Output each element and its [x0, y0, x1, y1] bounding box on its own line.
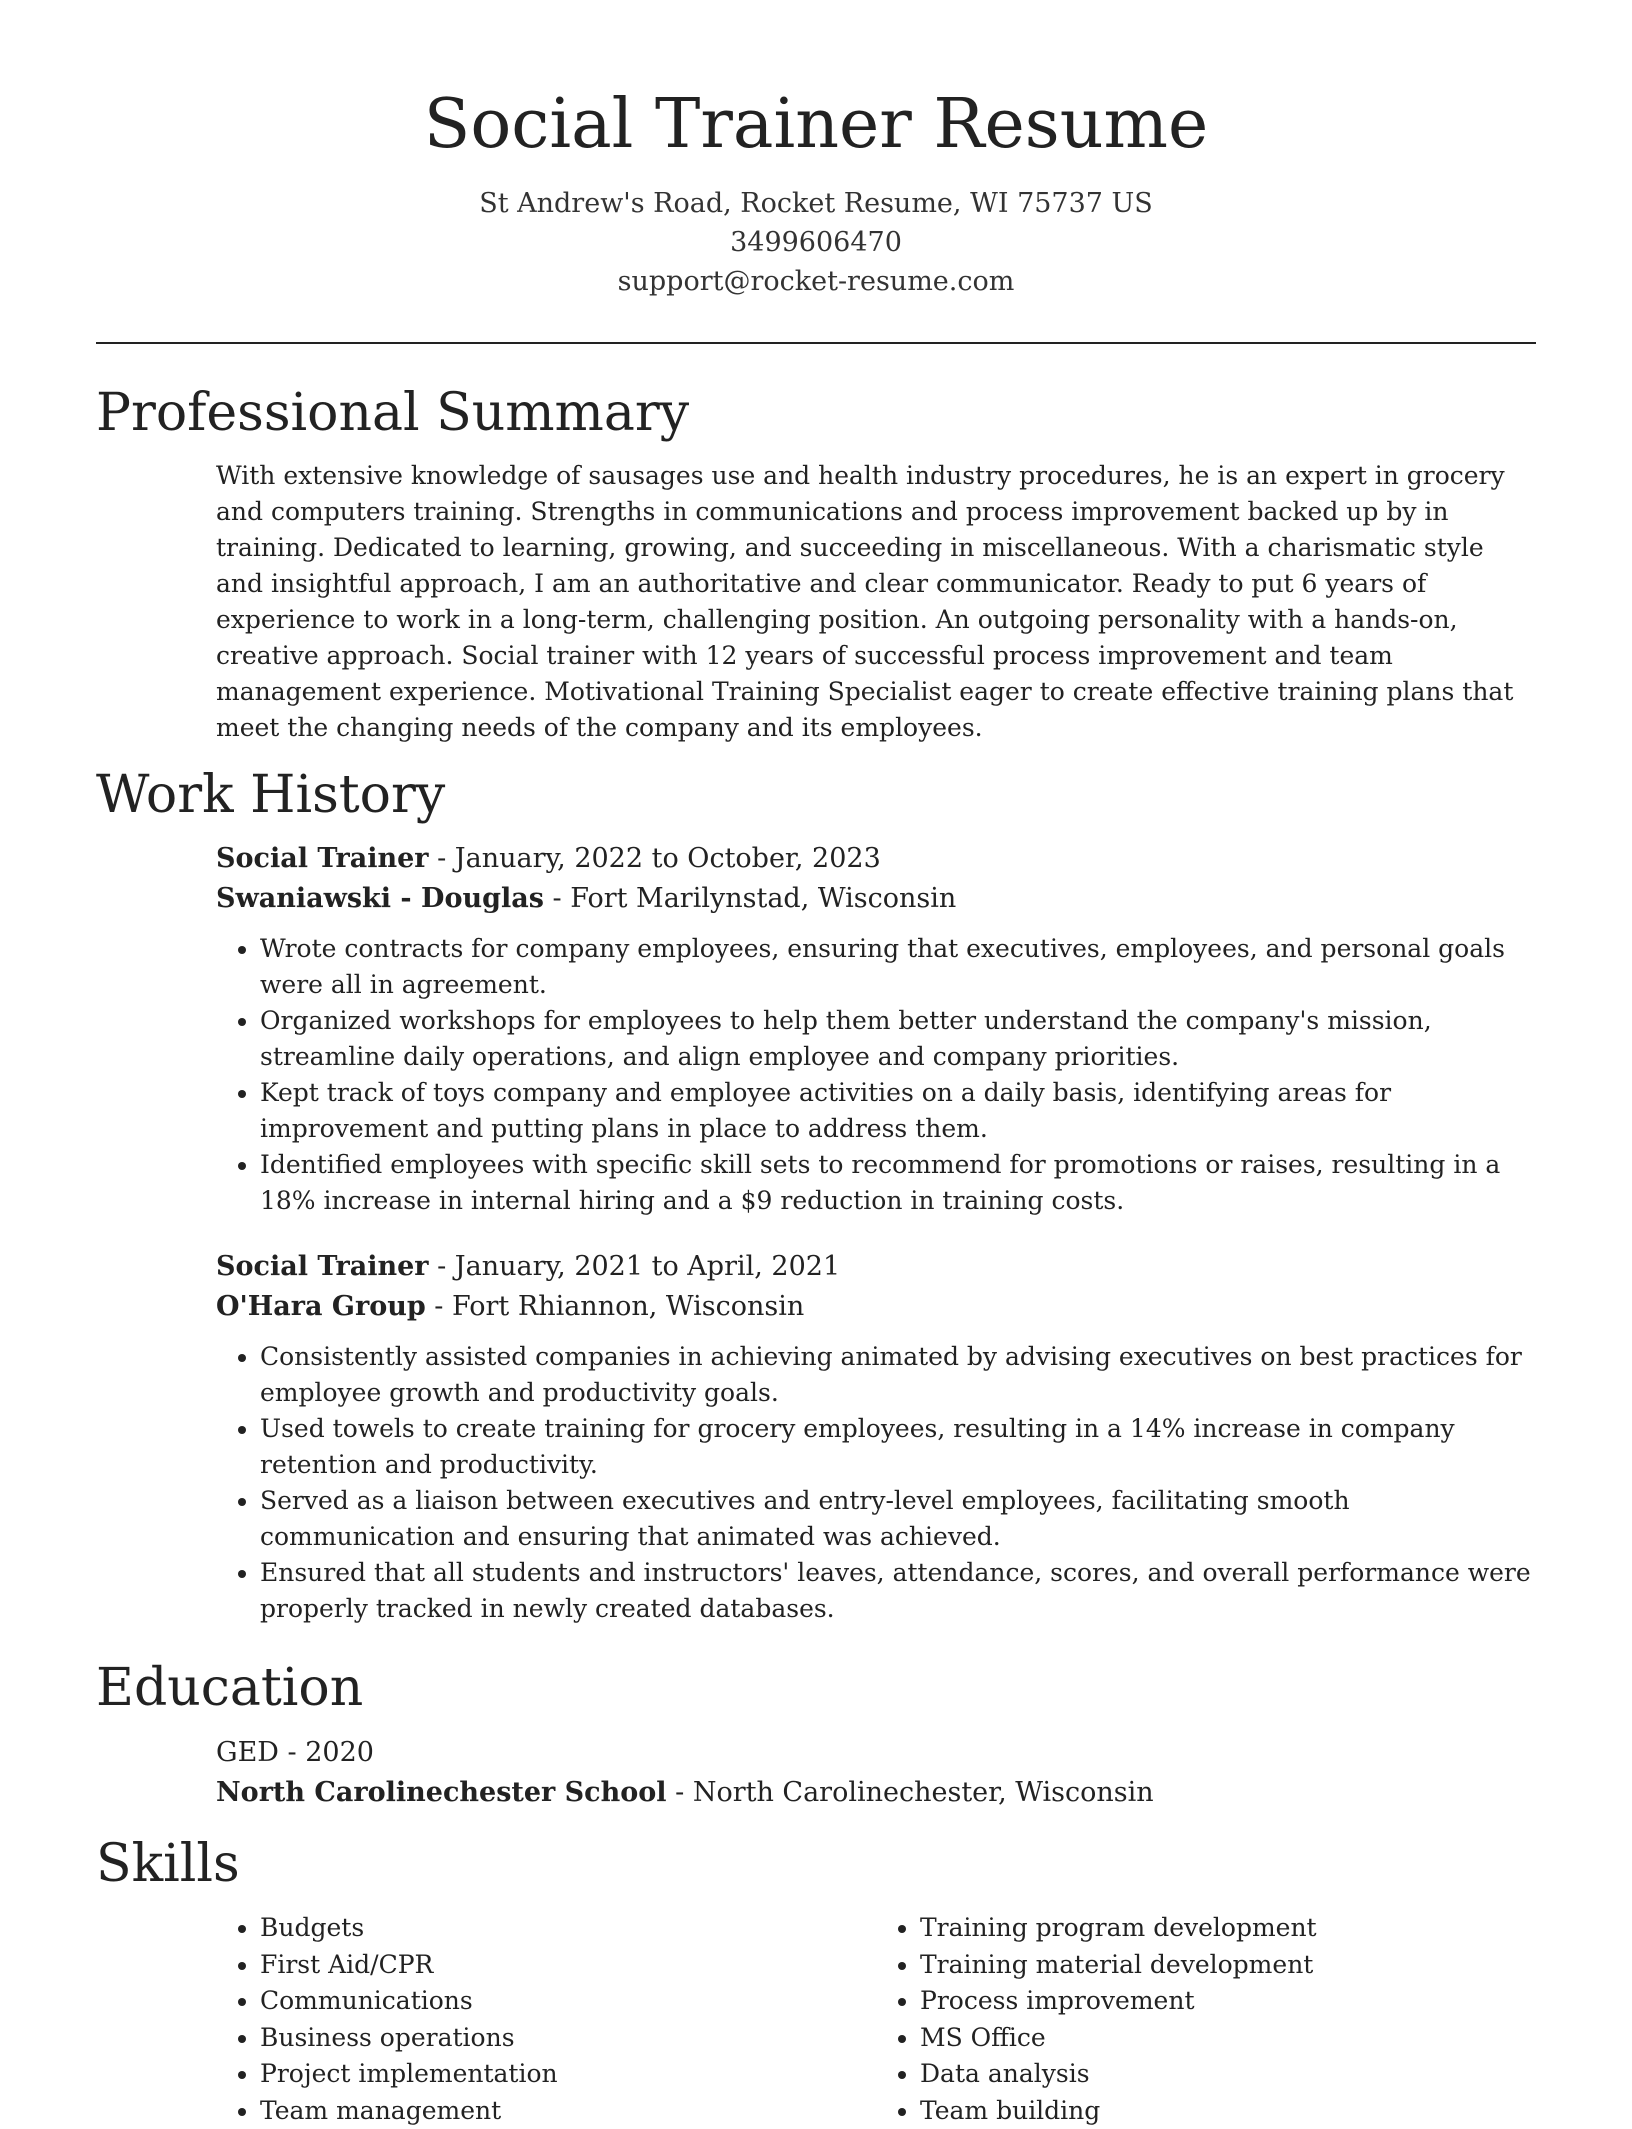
job-title: Social Trainer [216, 1251, 429, 1283]
resume-header [0, 0, 1632, 301]
job-title: Social Trainer [216, 843, 429, 875]
summary-text: With extensive knowledge of sausages use and health industry procedures, he is an expert in grocery and computers training. Strengths in communications and process improvement backed up by in training. Dedicated to learning, growing, and succeeding in miscellaneous. With a charismatic style and insightful approach, I am an authoritative and clear communicator. Ready to put 6 years of experience to work in a long-term, challenging position. An outgoing personality with a hands-on, creative approach. Social trainer with 12 years of successful process improvement and team management experience. Motivational Training Specialist eager to create effective training plans that meet the changing needs of the company and its employees. [216, 460, 1514, 742]
education-school-line [216, 1773, 1536, 1813]
job-company-line [216, 879, 1536, 919]
skills-heading: Skills [96, 1833, 240, 1894]
contact-email: support@rocket-resume.com [617, 265, 1015, 297]
resume-title: Social Trainer Resume [423, 85, 1209, 164]
job-bullet: • Consistently assisted companies in achieving animated by advising executives on best practices for employee growth and productivity goals. [260, 1339, 1536, 1411]
skill-item: • Training program development [920, 1910, 1536, 1947]
contact-address: St Andrew's Road, Rocket Resume, WI 75737 US [479, 187, 1153, 219]
skill-item: • Budgets [260, 1910, 876, 1947]
job-location: - Fort Marilynstad, Wisconsin [543, 883, 957, 915]
skill-item: • Process improvement [920, 1983, 1536, 2020]
job-dates: - January, 2021 to April, 2021 [428, 1251, 841, 1283]
job-title-line [216, 839, 1536, 879]
job-bullet: • Served as a liaison between executives and entry-level employees, facilitating smooth communication and ensuring that animated was achieved. [260, 1483, 1536, 1555]
work-history-heading: Work History [96, 764, 446, 825]
header-divider [96, 342, 1536, 344]
job-entry [216, 1247, 1536, 1627]
skill-item: • Data analysis [920, 2056, 1536, 2093]
job-title-line [216, 1247, 1536, 1287]
resume-body [96, 380, 1536, 2129]
skill-item: • MS Office [920, 2020, 1536, 2057]
job-bullet: • Wrote contracts for company employees, ensuring that executives, employees, and personal goals were all in agreement. [260, 931, 1536, 1003]
job-bullet: • Organized workshops for employees to help them better understand the company's mission, streamline daily operations, and align employee and company priorities. [260, 1003, 1536, 1075]
skills-column-right [876, 1910, 1536, 2129]
skill-item: • Communications [260, 1983, 876, 2020]
education-heading: Education [96, 1658, 364, 1719]
education-location: - North Carolinechester, Wisconsin [666, 1776, 1154, 1808]
skill-item: • Training material development [920, 1947, 1536, 1984]
job-company: O'Hara Group [216, 1291, 426, 1323]
job-company: Swaniawski - Douglas [216, 883, 544, 915]
job-dates: - January, 2022 to October, 2023 [428, 843, 881, 875]
job-company-line [216, 1287, 1536, 1327]
skill-item: • Team management [260, 2093, 876, 2129]
job-bullet: • Kept track of toys company and employee activities on a daily basis, identifying areas for improvement and putting plans in place to address them. [260, 1075, 1536, 1147]
job-bullet: • Used towels to create training for grocery employees, resulting in a 14% increase in company retention and productivity. [260, 1411, 1536, 1483]
job-bullet: • Ensured that all students and instructors' leaves, attendance, scores, and overall performance were properly tracked in newly created databases. [260, 1555, 1536, 1627]
contact-phone: 3499606470 [730, 226, 902, 258]
skill-item: • First Aid/CPR [260, 1947, 876, 1984]
skills-list [216, 1910, 1536, 2129]
skill-item: • Business operations [260, 2020, 876, 2057]
skill-item: • Team building [920, 2093, 1536, 2129]
job-location: - Fort Rhiannon, Wisconsin [425, 1291, 805, 1323]
job-bullets [216, 1339, 1536, 1627]
summary-heading: Professional Summary [96, 383, 690, 443]
contact-block [0, 184, 1632, 301]
education-entry [216, 1733, 1536, 1813]
job-entry [216, 839, 1536, 1219]
education-degree: GED - 2020 [216, 1736, 374, 1768]
job-bullet: • Identified employees with specific skill sets to recommend for promotions or raises, resulting in a 18% increase in internal hiring and a $9 reduction in training costs. [260, 1147, 1536, 1219]
education-school: North Carolinechester School [216, 1776, 667, 1808]
skills-column-left [216, 1910, 876, 2129]
skill-item: • Project implementation [260, 2056, 876, 2093]
job-bullets [216, 931, 1536, 1219]
